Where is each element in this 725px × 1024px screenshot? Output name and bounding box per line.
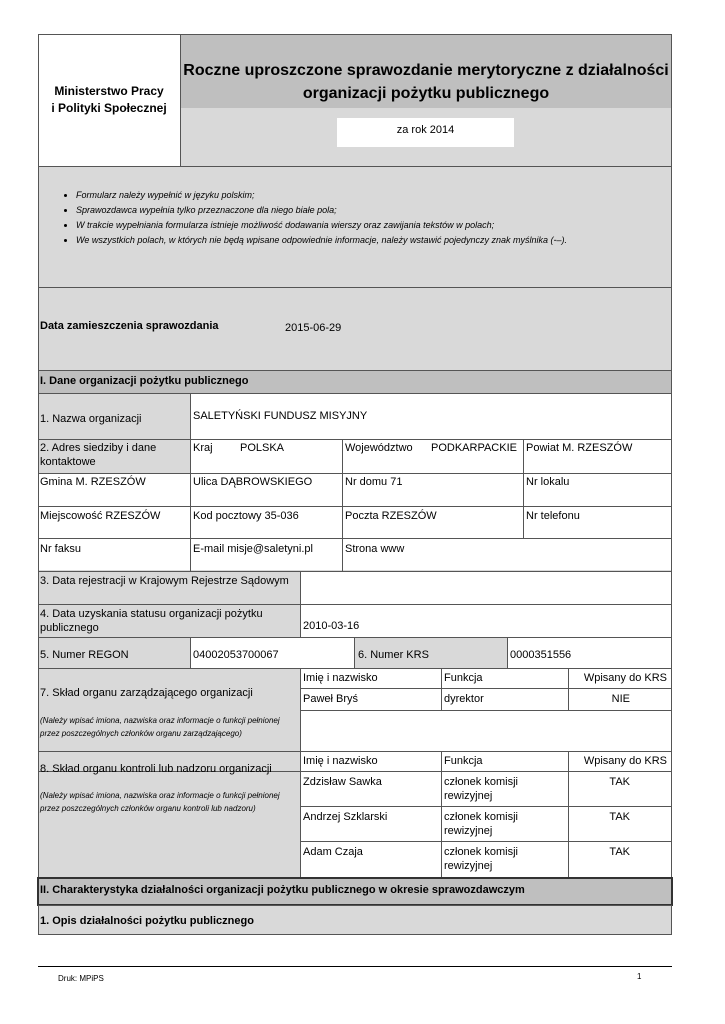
- ministry-name-line1: Ministerstwo Pracy: [54, 84, 164, 98]
- instruction-item: • W trakcie wypełniania formularza istnieje możliwość dodawania wierszy oraz zawijania tekstów w polach;: [76, 218, 676, 233]
- section1-title: I. Dane organizacji pożytku publicznego: [40, 375, 249, 387]
- section2-title: II. Charakterystyka działalności organizacji pożytku publicznego w okresie sprawozdawczym: [40, 884, 525, 896]
- supervisory-member-function: członek komisji rewizyjnej: [444, 811, 518, 837]
- address-label: 2. Adres siedziby i dane kontaktowe: [40, 442, 157, 468]
- poczta-field: Poczta RZESZÓW: [345, 510, 437, 522]
- regon-value: 04002053700067: [193, 649, 279, 661]
- supervisory-member-name: Adam Czaja: [303, 846, 363, 858]
- supervisory-col-krs: Wpisany do KRS: [583, 755, 667, 767]
- krs-value: 0000351556: [510, 649, 572, 661]
- supervisory-member-name: Zdzisław Sawka: [303, 776, 382, 788]
- org-name-value: SALETYŃSKI FUNDUSZ MISYJNY: [193, 410, 368, 422]
- board-col-function: Funkcja: [444, 672, 483, 684]
- ulica-field: Ulica DĄBROWSKIEGO: [193, 476, 313, 488]
- nr-domu-field: Nr domu 71: [345, 476, 403, 488]
- form-title-line2: organizacji pożytku publicznego: [302, 85, 550, 102]
- year-label: za rok 2014: [396, 124, 455, 136]
- wojewodztwo-value: PODKARPACKIE: [431, 442, 517, 454]
- section2-sub1: 1. Opis działalności pożytku publicznego: [40, 915, 254, 927]
- supervisory-member-krs: TAK: [609, 776, 630, 788]
- board-col-name: Imię i nazwisko: [303, 672, 378, 684]
- nr-telefonu-field: Nr telefonu: [526, 510, 580, 522]
- board-member-function: dyrektor: [444, 693, 484, 705]
- footer-page-number: 1: [637, 972, 642, 981]
- year-field: [337, 118, 514, 147]
- powiat-field: Powiat M. RZESZÓW: [526, 442, 633, 454]
- report-date-label: Data zamieszczenia sprawozdania: [40, 320, 219, 332]
- status-label: 4. Data uzyskania statusu organizacji pożytku publicznego: [40, 608, 263, 634]
- krs-label: 6. Numer KRS: [358, 649, 429, 661]
- supervisory-note: (Należy wpisać imiona, nazwiska oraz informacje o funkcji pełnionej przez poszczególnych członków organu kontroli lub nadzoru): [40, 791, 280, 813]
- supervisory-member-krs: TAK: [609, 846, 630, 858]
- miejscowosc-field: Miejscowość RZESZÓW: [40, 510, 161, 522]
- instructions-list: [58, 188, 676, 248]
- strona-www-field: Strona www: [345, 543, 405, 555]
- board-col-krs: Wpisany do KRS: [583, 672, 667, 684]
- report-date-value: 2015-06-29: [285, 322, 342, 334]
- kraj-label: Kraj: [193, 442, 213, 454]
- regon-label: 5. Numer REGON: [40, 649, 129, 661]
- supervisory-col-name: Imię i nazwisko: [303, 755, 378, 767]
- instruction-item: • Formularz należy wypełnić w języku polskim;: [76, 188, 676, 203]
- org-name-label: 1. Nazwa organizacji: [40, 413, 142, 425]
- form-title-line1: Roczne uproszczone sprawozdanie merytoryczne z działalności: [183, 62, 669, 79]
- status-value: 2010-03-16: [303, 620, 360, 632]
- board-note: (Należy wpisać imiona, nazwiska oraz informacje o funkcji pełnionej przez poszczególnych członków organu zarządzającego): [40, 716, 280, 738]
- kod-pocztowy-field: Kod pocztowy 35-036: [193, 510, 299, 522]
- board-label: 7. Skład organu zarządzającego organizacji: [40, 687, 253, 699]
- footer-rule: [38, 966, 672, 967]
- wojewodztwo-label: Województwo: [345, 442, 413, 454]
- gmina-field-text: Gmina M. RZESZÓW: [40, 476, 146, 488]
- supervisory-col-function: Funkcja: [444, 755, 483, 767]
- ministry-name-line2: i Polityki Społecznej: [51, 101, 167, 115]
- board-member-krs: NIE: [611, 693, 630, 705]
- nr-lokalu-field: Nr lokalu: [526, 476, 570, 488]
- krs-registration-date-field: [301, 572, 671, 604]
- kraj-value: POLSKA: [240, 442, 285, 454]
- supervisory-member-function: członek komisji rewizyjnej: [444, 846, 518, 872]
- board-member-name: Paweł Bryś: [303, 693, 359, 705]
- instruction-item: • We wszystkich polach, w których nie będą wpisane odpowiednie informacje, należy wstawić pojedynczy znak myślnika (-–).: [76, 233, 676, 248]
- supervisory-label: 8. Skład organu kontroli lub nadzoru organizacji: [40, 763, 272, 775]
- supervisory-member-krs: TAK: [609, 811, 630, 823]
- footer-print: Druk: MPiPS: [58, 974, 104, 983]
- instruction-item: • Sprawozdawca wypełnia tylko przeznaczone dla niego białe pola;: [76, 203, 676, 218]
- supervisory-member-function: członek komisji rewizyjnej: [444, 776, 518, 802]
- email-field: E-mail misje@saletyni.pl: [193, 543, 313, 555]
- nr-faksu-field: Nr faksu: [40, 543, 81, 555]
- krs-registration-label: 3. Data rejestracji w Krajowym Rejestrze Sądowym: [40, 575, 289, 587]
- supervisory-member-name: Andrzej Szklarski: [303, 811, 388, 823]
